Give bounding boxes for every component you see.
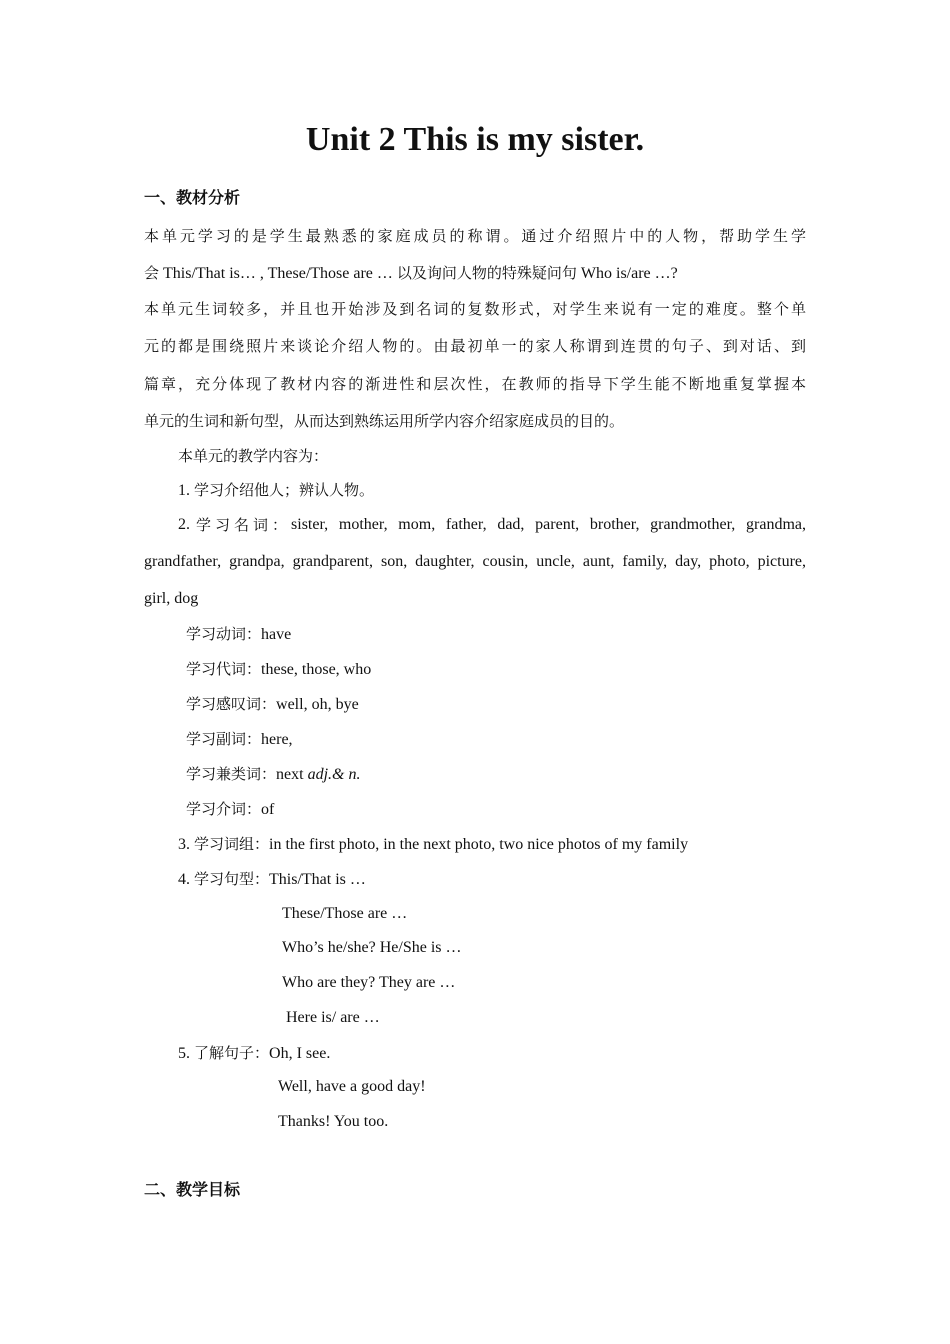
item4-sentence-2: These/Those are … <box>282 905 408 922</box>
item3-text: in the first photo, in the next photo, two nice photos of my family <box>269 836 689 853</box>
page-title: Unit 2 This is my sister. <box>305 121 645 158</box>
list-item-2-line1 <box>178 514 806 536</box>
pronouns-text: these, those, who <box>261 661 372 678</box>
item5-sentence-3: Thanks! You too. <box>278 1113 389 1130</box>
list-item-5 <box>178 1042 330 1065</box>
item2-words-line2: grandfather, grandpa, grandparent, son, daughter, cousin, uncle, aunt, family, day, photo, picture, <box>144 553 806 570</box>
para1-line2-cjk-a: 会 <box>144 264 160 282</box>
item4-sentence-5: Here is/ are … <box>286 1009 380 1026</box>
prepositions-label: 学习介词： <box>186 800 262 818</box>
content-intro: 本单元的教学内容为： <box>178 447 329 465</box>
para2-line4: 单元的生词和新句型，从而达到熟练运用所学内容介绍家庭成员的目的。 <box>144 412 625 430</box>
para2-line1: 本单元生词较多，并且也开始涉及到名词的复数形式，对学生来说有一定的难度。整个单 <box>144 300 806 318</box>
item1-number: 1. <box>178 482 194 499</box>
item3-label: 学习词组： <box>194 835 270 853</box>
section-heading-objectives: 二、教学目标 <box>144 1182 241 1199</box>
item5-sentence-2: Well, have a good day! <box>278 1078 426 1095</box>
interjections-text: well, oh, bye <box>276 696 359 713</box>
adverbs-text: here, <box>261 731 293 748</box>
item2-label: 学习名词： <box>196 516 292 534</box>
prepositions-text: of <box>261 801 275 818</box>
list-item-3 <box>178 833 688 856</box>
dual-class-text: next <box>276 766 308 783</box>
dual-class-pos: adj.& n. <box>307 766 361 783</box>
item4-number: 4. <box>178 871 194 888</box>
item5-number: 5. <box>178 1045 194 1062</box>
para1-line2 <box>144 262 678 285</box>
para1-line1: 本单元学习的是学生最熟悉的家庭成员的称谓。通过介绍照片中的人物，帮助学生学 <box>144 227 806 245</box>
item4-sentence-4: Who are they? They are … <box>282 974 456 991</box>
item2-words-line3: girl, dog <box>144 590 199 607</box>
item4-sentence-1: This/That is … <box>269 871 366 888</box>
item3-number: 3. <box>178 836 194 853</box>
verbs-text: have <box>261 626 292 643</box>
para2-line2: 元的都是围绕照片来谈论介绍人物的。由最初单一的家人称谓到连贯的句子、到对话、到 <box>144 337 806 355</box>
para1-line2-en-a: This/That is… , These/Those are … <box>159 265 397 282</box>
adverbs-row <box>186 728 293 751</box>
pronouns-row <box>186 658 371 681</box>
interjections-label: 学习感叹词： <box>186 695 277 713</box>
para1-line2-en-b: Who is/are …? <box>576 265 678 282</box>
item2-words-line1: sister, mother, mom, father, dad, parent, brother, grandmother, grandma, <box>291 516 806 533</box>
dual-class-label: 学习兼类词： <box>186 765 277 783</box>
item2-number: 2. <box>178 516 190 533</box>
section-heading-analysis: 一、教材分析 <box>144 190 241 207</box>
interjections-row <box>186 693 359 716</box>
list-item-4 <box>178 868 366 891</box>
para1-line2-cjk-b: 以及询问人物的特殊疑问句 <box>396 264 577 282</box>
list-item-1 <box>178 479 374 502</box>
para2-line3: 篇章，充分体现了教材内容的渐进性和层次性，在教师的指导下学生能不断地重复掌握本 <box>144 375 806 393</box>
item4-sentence-3: Who’s he/she? He/She is … <box>282 939 462 956</box>
item1-text: 学习介绍他人；辨认人物。 <box>194 481 375 499</box>
item4-label: 学习句型： <box>194 870 270 888</box>
prepositions-row <box>186 798 274 821</box>
adverbs-label: 学习副词： <box>186 730 262 748</box>
dual-class-row <box>186 763 360 786</box>
verbs-label: 学习动词： <box>186 625 262 643</box>
item5-sentence-1: Oh, I see. <box>269 1045 331 1062</box>
verbs-row <box>186 623 291 646</box>
pronouns-label: 学习代词： <box>186 660 262 678</box>
item5-label: 了解句子： <box>194 1044 270 1062</box>
